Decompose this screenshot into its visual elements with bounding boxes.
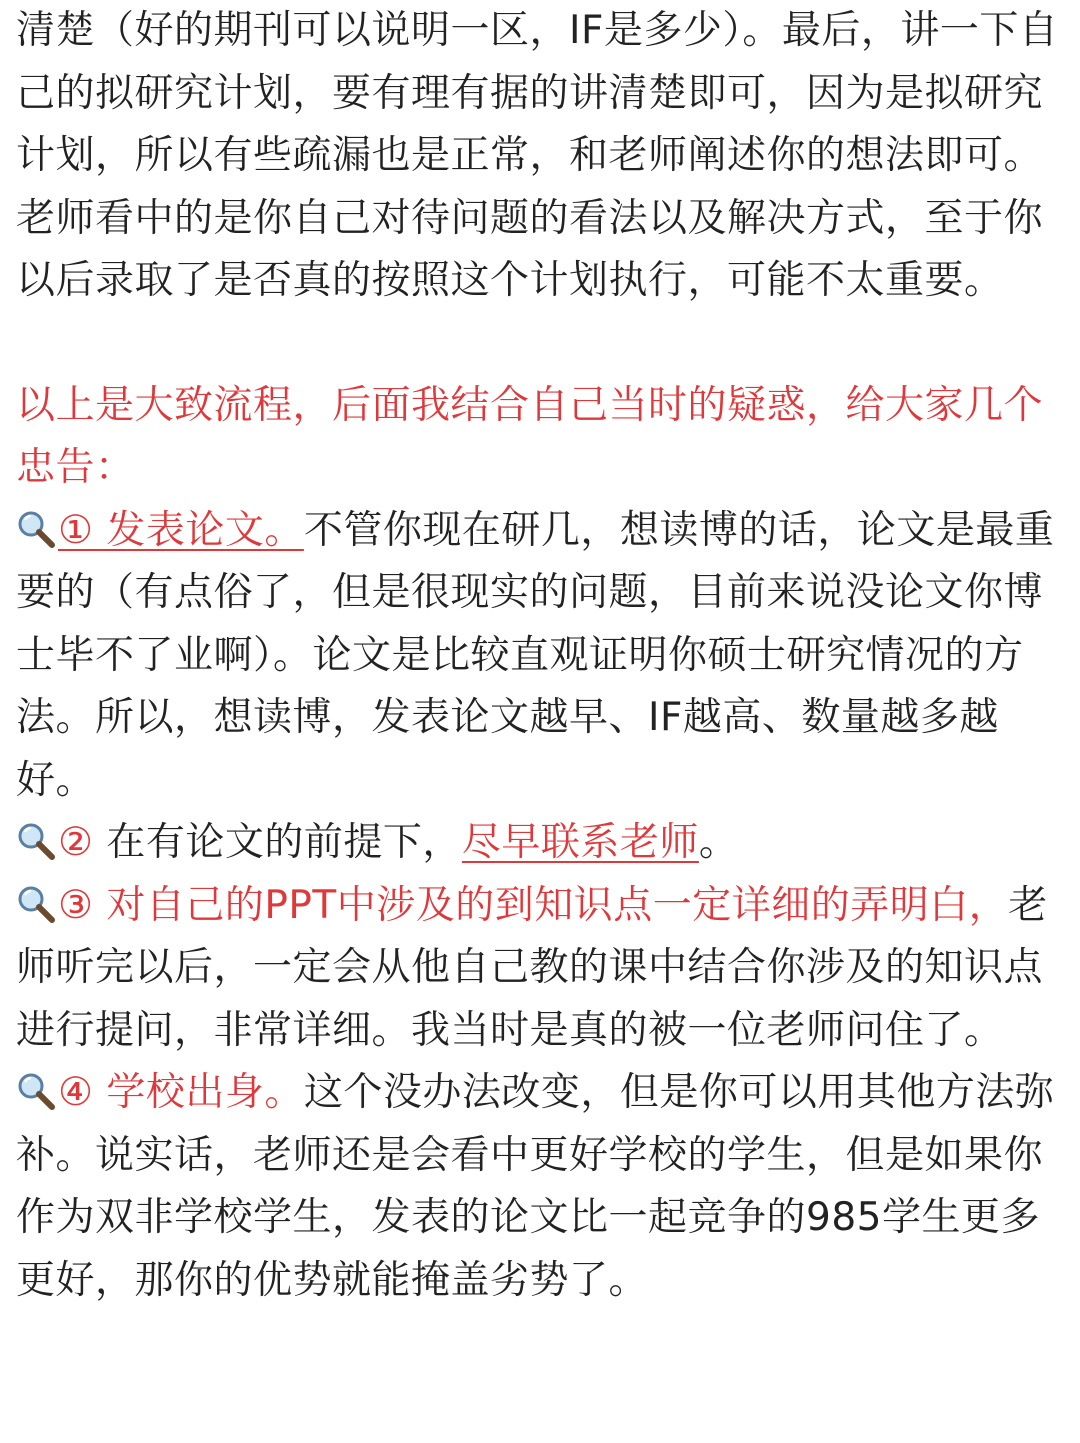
- tip-number: ③: [58, 882, 94, 928]
- tip-title: 学校出身。: [93, 1070, 304, 1115]
- tip-body-end: 。: [698, 820, 739, 865]
- tip-body: 在有论文的前提下，: [93, 820, 462, 865]
- tip-body: 不管你现在研几，想读博的话，论文是最重要的（有点俗了，但是很现实的问题，目前来说没论文你博士毕不了业啊）。论文是比较直观证明你硕士研究情况的方法。所以，想读博，发表论文越早、IF越高、数量越多越好。: [16, 507, 1055, 803]
- magnifier-icon: [16, 884, 56, 924]
- intro-advice-heading: 以上是大致流程，后面我结合自己当时的疑惑，给大家几个忠告：: [16, 382, 1044, 490]
- magnifier-icon: [16, 821, 56, 861]
- paragraph-gap: [16, 313, 1060, 375]
- tip-school-background: [16, 1062, 1060, 1312]
- tip-title: 对自己的PPT中涉及的到知识点一定详细的弄明白，: [93, 882, 1009, 928]
- article-body: [16, 0, 1060, 1312]
- tip-body: 这个没办法改变，但是你可以用其他方法弥补。说实话，老师还是会看中更好学校的学生，但是如果你作为双非学校学生，发表的论文比一起竞争的985学生更多更好，那你的优势就能掩盖劣势了。: [16, 1070, 1055, 1303]
- tip-number: ②: [58, 820, 94, 865]
- tip-number: ④: [58, 1070, 94, 1115]
- tip-number: ①: [58, 507, 94, 553]
- tip-body: 老师听完以后，一定会从他自己教的课中结合你涉及的知识点进行提问，非常详细。我当时是真的被一位老师问住了。: [16, 882, 1048, 1053]
- tip-know-ppt: [16, 875, 1060, 1063]
- tip-highlight: 尽早联系老师: [461, 820, 699, 865]
- tip-contact-advisor: [16, 812, 1060, 875]
- tip-publish-papers: [16, 500, 1060, 813]
- magnifier-icon: [16, 1071, 56, 1111]
- tip-title: 发表论文。: [93, 507, 304, 553]
- paragraph-research-plan: 清楚（好的期刊可以说明一区，IF是多少）。最后，讲一下自己的拟研究计划，要有理有据的讲清楚即可，因为是拟研究计划，所以有些疏漏也是正常，和老师阐述你的想法即可。老师看中的是你自己对待问题的看法以及解决方式，至于你以后录取了是否真的按照这个计划执行，可能不太重要。: [16, 8, 1059, 303]
- magnifier-icon: [16, 509, 56, 549]
